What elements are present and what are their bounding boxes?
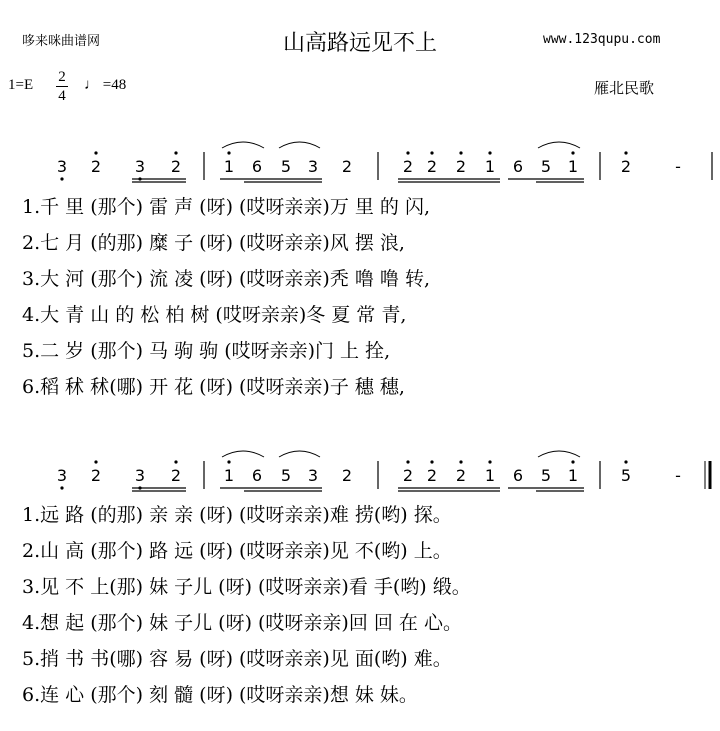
lyric-line: 1.远 路 (的那) 亲 亲 (呀) (哎呀亲亲)难 捞(哟) 探。	[22, 504, 452, 526]
meter-bottom: 4	[58, 88, 66, 104]
octave-dot	[571, 151, 574, 154]
note: 1	[484, 157, 496, 176]
lyric-line: 6.稻 秫 秫(哪) 开 花 (呀) (哎呀亲亲)子 穗 穗,	[22, 376, 405, 398]
octave-dot	[624, 151, 627, 154]
note: 6	[512, 157, 524, 176]
page-title: 山高路远见不上	[282, 31, 437, 56]
composer: 雁北民歌	[594, 79, 655, 97]
octave-dot	[571, 460, 574, 463]
note: 5	[540, 466, 552, 485]
octave-dot	[406, 151, 409, 154]
note: 6	[251, 466, 263, 485]
site-name: 哆来咪曲谱网	[22, 34, 101, 49]
low-octave-dot	[60, 177, 63, 180]
note: 3	[56, 157, 68, 176]
note: 5	[540, 157, 552, 176]
octave-dot	[94, 151, 97, 154]
octave-dot	[174, 460, 177, 463]
lyric-line: 4.想 起 (那个) 妹 子儿 (呀) (哎呀亲亲)回 回 在 心。	[22, 612, 462, 634]
note: -	[675, 157, 681, 176]
note: 3	[56, 466, 68, 485]
slur	[222, 451, 264, 457]
note: 1	[223, 466, 235, 485]
note: 2	[455, 466, 467, 485]
note: 5	[280, 157, 292, 176]
note: 3	[307, 157, 319, 176]
score-system-2	[57, 451, 710, 491]
slur	[538, 451, 580, 457]
note: 6	[251, 157, 263, 176]
note: 5	[620, 466, 632, 485]
octave-dot	[227, 460, 230, 463]
tempo-value: =48	[102, 77, 127, 93]
octave-dot	[174, 151, 177, 154]
note: 2	[620, 157, 632, 176]
octave-dot	[94, 460, 97, 463]
note: 2	[90, 466, 102, 485]
note: 5	[280, 466, 292, 485]
slur	[279, 451, 320, 457]
note: 1	[567, 466, 579, 485]
lyric-line: 3.大 河 (那个) 流 凌 (呀) (哎呀亲亲)秃 噜 噜 转,	[22, 268, 430, 290]
note: 3	[134, 157, 146, 176]
lyric-line: 6.连 心 (那个) 刻 髓 (呀) (哎呀亲亲)想 妹 妹。	[22, 684, 418, 706]
note: 6	[512, 466, 524, 485]
octave-dot	[488, 460, 491, 463]
score-system-1	[57, 142, 712, 182]
low-octave-dot	[60, 486, 63, 489]
note: 1	[223, 157, 235, 176]
octave-dot	[430, 460, 433, 463]
octave-dot	[227, 151, 230, 154]
slur	[222, 142, 264, 148]
note: 2	[402, 157, 414, 176]
note: 2	[402, 466, 414, 485]
note: 2	[341, 157, 353, 176]
lyric-line: 2.七 月 (的那) 糜 子 (呀) (哎呀亲亲)风 摆 浪,	[22, 232, 405, 254]
note: 3	[134, 466, 146, 485]
octave-dot	[459, 460, 462, 463]
lyric-line: 5.二 岁 (那个) 马 驹 驹 (哎呀亲亲)门 上 拴,	[22, 340, 391, 362]
note: 1	[567, 157, 579, 176]
note: -	[675, 466, 681, 485]
octave-dot	[406, 460, 409, 463]
site-url[interactable]: www.123qupu.com	[543, 32, 661, 47]
note: 2	[170, 466, 182, 485]
slur	[538, 142, 580, 148]
lyric-line: 4.大 青 山 的 松 柏 树 (哎呀亲亲)冬 夏 常 青,	[22, 304, 407, 326]
note: 2	[90, 157, 102, 176]
note: 1	[484, 466, 496, 485]
key-signature: 1=E	[8, 77, 34, 93]
note: 3	[307, 466, 319, 485]
meter-top: 2	[58, 69, 66, 85]
slur	[279, 142, 320, 148]
lyric-line: 2.山 高 (那个) 路 远 (呀) (哎呀亲亲)见 不(哟) 上。	[22, 540, 452, 562]
note: 2	[341, 466, 353, 485]
note: 2	[170, 157, 182, 176]
lyric-line: 5.捎 书 书(哪) 容 易 (呀) (哎呀亲亲)见 面(哟) 难。	[22, 648, 452, 670]
note: 2	[426, 157, 438, 176]
lyric-line: 1.千 里 (那个) 雷 声 (呀) (哎呀亲亲)万 里 的 闪,	[22, 196, 430, 218]
lyric-line: 3.见 不 上(那) 妹 子儿 (呀) (哎呀亲亲)看 手(哟) 缎。	[22, 576, 471, 598]
note: 2	[455, 157, 467, 176]
quarter-note-icon: ♩	[84, 77, 99, 93]
octave-dot	[624, 460, 627, 463]
octave-dot	[459, 151, 462, 154]
octave-dot	[430, 151, 433, 154]
octave-dot	[488, 151, 491, 154]
note: 2	[426, 466, 438, 485]
